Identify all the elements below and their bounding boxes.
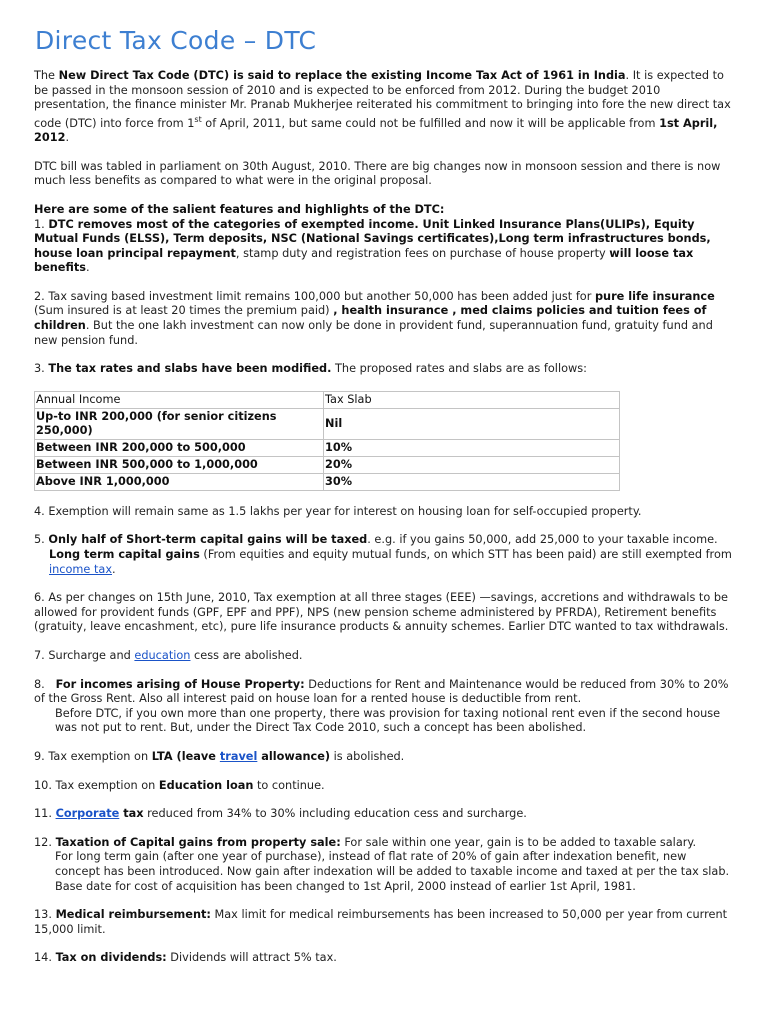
table-cell-slab: Nil [324, 408, 620, 439]
table-row [35, 456, 620, 473]
feature-item-14: 14. Tax on dividends: Dividends will attract 5% tax. [34, 951, 337, 965]
feature-item-8-continued: Before DTC, if you own more than one property, there was provision for taxing notional rent even if the second house was not put to rent. But, under the Direct Tax Code 2010, such a concept has been abolished. [55, 706, 721, 735]
tax-slab-table [34, 391, 620, 491]
table-row [35, 473, 620, 490]
table-cell-slab: 10% [324, 439, 620, 456]
feature-item-5-continued: Long term capital gains (From equities and equity mutual funds, on which STT has been paid) are still exempted from income tax. [49, 548, 732, 576]
table-cell-income: Up-to INR 200,000 (for senior citizens 250,000) [35, 408, 324, 439]
table-header-cell: Annual Income [35, 391, 324, 408]
feature-item-8: 8. For incomes arising of House Property: Deductions for Rent and Maintenance would be reduced from 30% to 20% of the Gross Rent. Also all interest paid on house loan for a rented house is deductible from rent. [34, 677, 729, 706]
page-title: Direct Tax Code – DTC [35, 26, 317, 55]
feature-item-9: 9. Tax exemption on LTA (leave travel allowance) is abolished. [34, 749, 405, 763]
table-header-row [35, 391, 620, 408]
feature-item-7: 7. Surcharge and education cess are abolished. [34, 649, 303, 663]
feature-item-13: 13. Medical reimbursement: Max limit for medical reimbursements has been increased to 50,000 per year from current 15,000 limit. [34, 908, 728, 936]
table-cell-slab: 30% [324, 473, 620, 490]
travel-link[interactable]: travel [219, 749, 258, 763]
feature-item-12-continued: For long term gain (after one year of purchase), instead of flat rate of 20% of gain after indexation benefit, new concept has been introduced. Now gain after indexation will be added to taxable income and taxed at per the tax slab. Base date for cost of acquisition has been changed to 1st April, 2000 instead of earlier 1st April, 1981. [55, 850, 730, 893]
table-cell-income: Between INR 200,000 to 500,000 [35, 439, 324, 456]
feature-item-3: 3. The tax rates and slabs have been modified. The proposed rates and slabs are as follows: [34, 362, 587, 376]
feature-item-1: 1. DTC removes most of the categories of exempted income. Unit Linked Insurance Plans(ULIPs), Equity Mutual Funds (ELSS), Term deposits, NSC (National Savings certificates),Long term infrastructures bonds, house loan principal repayment, stamp duty and registration fees on purchase of house property will loose tax benefits. [34, 217, 711, 275]
table-header-cell: Tax Slab [324, 391, 620, 408]
features-heading: Here are some of the salient features and highlights of the DTC: [34, 202, 445, 216]
table-row [35, 408, 620, 439]
feature-item-11: 11. Corporate tax reduced from 34% to 30% including education cess and surcharge. [34, 807, 527, 821]
intro-paragraph: The New Direct Tax Code (DTC) is said to replace the existing Income Tax Act of 1961 in India. It is expected to be passed in the monsoon session of 2010 and is expected to be enforced from 2012. During the budget 2010 presentation, the finance minister Mr. Pranab Mukherjee reiterated his commitment to bringing into fore the new direct tax code (DTC) into force from 1st of April, 2011, but same could not be fulfilled and now it will be applicable from 1st April, 2012. [34, 69, 731, 145]
income-tax-link[interactable]: income tax [49, 562, 113, 576]
table-cell-income: Above INR 1,000,000 [35, 473, 324, 490]
education-link[interactable]: education [134, 649, 191, 663]
bill-paragraph: DTC bill was tabled in parliament on 30th August, 2010. There are big changes now in monsoon session and there is now much less benefits as compared to what were in the original proposal. [34, 159, 721, 188]
feature-item-12: 12. Taxation of Capital gains from property sale: For sale within one year, gain is to be added to taxable salary. [34, 835, 697, 849]
table-row [35, 439, 620, 456]
corporate-link[interactable]: Corporate [55, 807, 120, 821]
feature-item-6: 6. As per changes on 15th June, 2010, Tax exemption at all three stages (EEE) —savings, accretions and withdrawals to be allowed for provident funds (GPF, EPF and PPF), NPS (new pension scheme administered by PFRDA), Retirement benefits (gratuity, leave encashment, etc), pure life insurance products & annuity schemes. Earlier DTC wanted to tax withdrawals. [34, 591, 729, 634]
feature-item-5: 5. Only half of Short-term capital gains will be taxed. e.g. if you gains 50,000, add 25,000 to your taxable income. [34, 533, 718, 547]
feature-item-10: 10. Tax exemption on Education loan to continue. [34, 778, 325, 792]
feature-item-2: 2. Tax saving based investment limit remains 100,000 but another 50,000 has been added just for pure life insurance (Sum insured is at least 20 times the premium paid) , health insurance , med claims policies and tuition fees of children. But the one lakh investment can now only be done in provident fund, superannuation fund, gratuity fund and new pension fund. [34, 289, 715, 347]
table-cell-slab: 20% [324, 456, 620, 473]
table-cell-income: Between INR 500,000 to 1,000,000 [35, 456, 324, 473]
feature-item-4: 4. Exemption will remain same as 1.5 lakhs per year for interest on housing loan for self-occupied property. [34, 504, 642, 518]
